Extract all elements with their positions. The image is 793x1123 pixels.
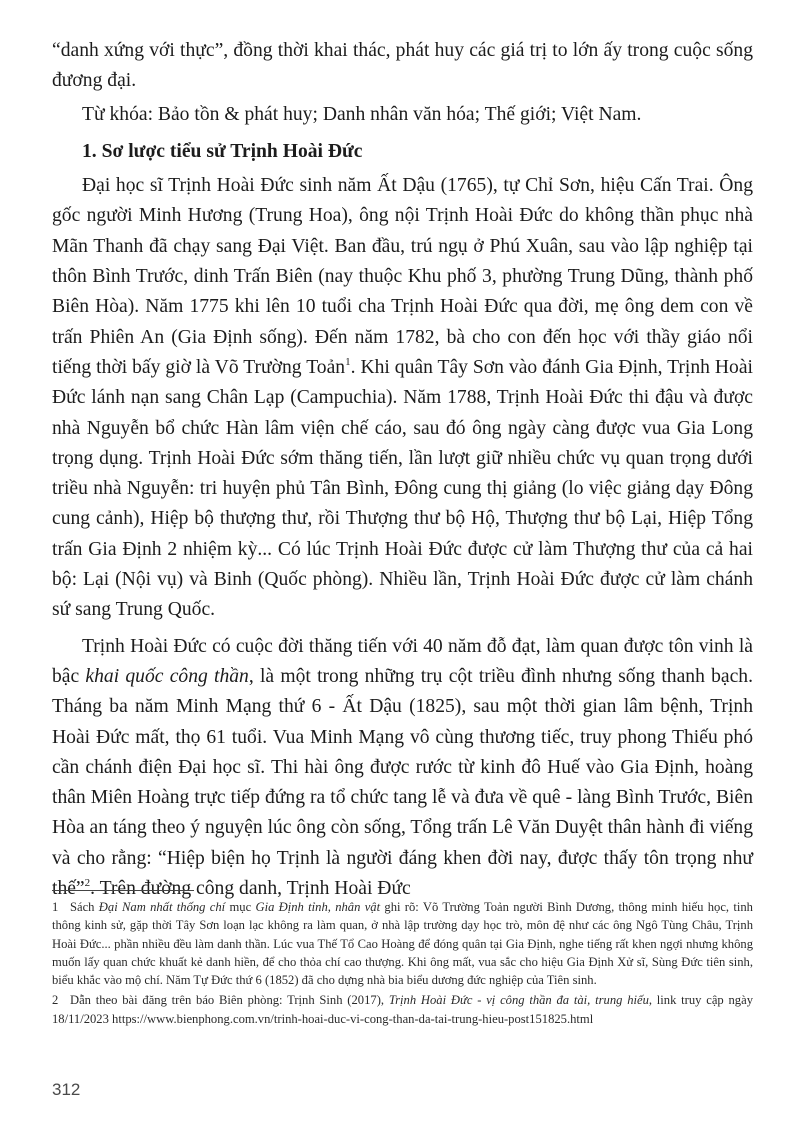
paragraph-text: , là một trong những trụ cột triều đình nhưng sống thanh bạch. Tháng ba năm Minh Mạng thứ 6 - Ất Dậu (1825), sau một thời gian lâm bệnh, Trịnh Hoài Đức mất, thọ 61 tuổi. Vua Minh Mạng vô cùng thương tiếc, truy phong Thiếu phó cần chánh điện Đại học sĩ. Thi hài ông được rước từ kinh đô Huế vào Gia Định, hoàng thân Miên Hoàng trực tiếp đứng ra tổ chức tang lễ và đưa về quê - làng Bình Trước, Biên Hòa an táng theo ý nguyện lúc ông còn sống, Tổng trấn Lê Văn Duyệt thân hành đi viếng và cho rằng: “Hiệp biện họ Trịnh là người đáng khen đời nay, được thấy tôn trọng như thế” [52, 665, 753, 900]
footnote-ref-2[interactable]: 2 [84, 877, 91, 890]
footnote-text: ghi rõ: Võ Trường Toản người Bình Dương, thông minh hiếu học, tinh thông kinh sử, gặp thời Tây Sơn loạn lạc không ra làm quan, ở nhà lập trường dạy học trò, môn đệ như các ông Ngô Tùng Châu, Trịnh Hoài Đức... phần nhiều đều làm danh thần. Lúc vua Thế Tổ Cao Hoàng để đóng quân tại Gia Định, nghe tiếng rất khen ngợi nhưng không muốn lấy quan chức khuất kẻ danh hiền, để cho thỏa chí cao thượng. Khi ông mất, vua sắc cho hiệu Gia Định Xử sĩ, Sùng Đức tiên sinh, biểu khắc vào mộ chí. Năm Tự Đức thứ 6 (1852) đã cho dựng nhà bia biểu dương đức nghiệp của Tiên sinh. [52, 900, 753, 988]
footnote-italic-text: Gia Định tỉnh, nhân vật [255, 900, 381, 914]
section-heading: 1. Sơ lược tiểu sử Trịnh Hoài Đức [82, 140, 363, 162]
footnote-2 [52, 991, 753, 1028]
footnote-number: 1 [52, 900, 59, 914]
main-text [52, 36, 753, 904]
paragraph-text: Trịnh Hoài Đức có cuộc đời thăng tiến với 40 năm đỗ đạt, làm quan được tôn vinh là bậc [52, 635, 753, 687]
footnote-italic-text: Đại Nam nhất thống chí [98, 900, 226, 914]
paragraph-text: . Khi quân Tây Sơn vào đánh Gia Định, Trịnh Hoài Đức lánh nạn sang Chân Lạp (Campuchia). Năm 1788, Trịnh Hoài Đức thi đậu và được nhà Nguyễn bổ chức Hàn lâm viện chế cáo, sau đó ông ngày càng được vua Gia Long trọng dụng. Trịnh Hoài Đức sớm thăng tiến, lần lượt giữ nhiều chức vụ quan trọng dưới triều nhà Nguyễn: tri huyện phủ Tân Bình, Đông cung thị giảng (lo việc giảng dạy Đông cung cảnh), Hiệp bộ thượng thư, rồi Thượng thư bộ Hộ, Thượng thư bộ Lại, Hiệp Tổng trấn Gia Định 2 nhiệm kỳ... Có lúc Trịnh Hoài Đức được cử làm Thượng thư của cả hai bộ: Lại (Nội vụ) và Binh (Quốc phòng). Nhiều lần, Trịnh Hoài Đức được cử làm chánh sứ sang Trung Quốc. [52, 356, 753, 621]
page-number: 312 [52, 1080, 81, 1099]
intro-paragraph: “danh xứng với thực”, đồng thời khai thác, phát huy các giá trị to lớn ấy trong cuộc sống đương đại. [52, 40, 753, 92]
footnote-ref-1[interactable]: 1 [345, 355, 351, 368]
footnote-text: Dẫn theo bài đăng trên báo Biên phòng: Trịnh Sinh (2017), [70, 993, 389, 1008]
keywords-line: Từ khóa: Bảo tồn & phát huy; Danh nhân văn hóa; Thế giới; Việt Nam. [82, 103, 642, 125]
paragraph-text: Đại học sĩ Trịnh Hoài Đức sinh năm Ất Dậu (1765), tự Chỉ Sơn, hiệu Cấn Trai. Ông gốc người Minh Hương (Trung Hoa), ông nội Trịnh Hoài Đức do không thần phục nhà Mãn Thanh đã chạy sang Đại Việt. Ban đầu, trú ngụ ở Phú Xuân, sau vào lập nghiệp tại thôn Bình Trước, dinh Trấn Biên (nay thuộc Khu phố 3, phường Trung Dũng, thành phố Biên Hòa). Năm 1775 khi lên 10 tuổi cha Trịnh Hoài Đức qua đời, mẹ ông dem con về trấn Phiên An (Gia Định sống). Đến năm 1782, bà cho con đến học với thầy giáo nổi tiếng thời bấy giờ là Võ Trường Toản [52, 175, 753, 378]
footnote-1 [52, 898, 753, 989]
italic-phrase: khai quốc công thần [85, 665, 249, 687]
biography-paragraph-2 [52, 632, 753, 905]
footnote-italic-text: Trịnh Hoài Đức - vị công thần đa tài, trung hiếu [388, 993, 649, 1008]
footnotes [52, 898, 753, 1030]
paragraph-text: . Trên đường công danh, Trịnh Hoài Đức [90, 878, 411, 900]
footnote-text: mục [225, 900, 256, 914]
footnote-separator [52, 890, 194, 891]
footnote-text: Sách [70, 900, 99, 914]
footnote-number: 2 [52, 993, 59, 1008]
footnote-text: , link truy cập ngày 18/11/2023 https://www.bienphong.com.vn/trinh-hoai-duc-vi-cong-than-da-tai-trung-hieu-post151825.html [52, 993, 753, 1026]
biography-paragraph-1 [52, 171, 753, 625]
